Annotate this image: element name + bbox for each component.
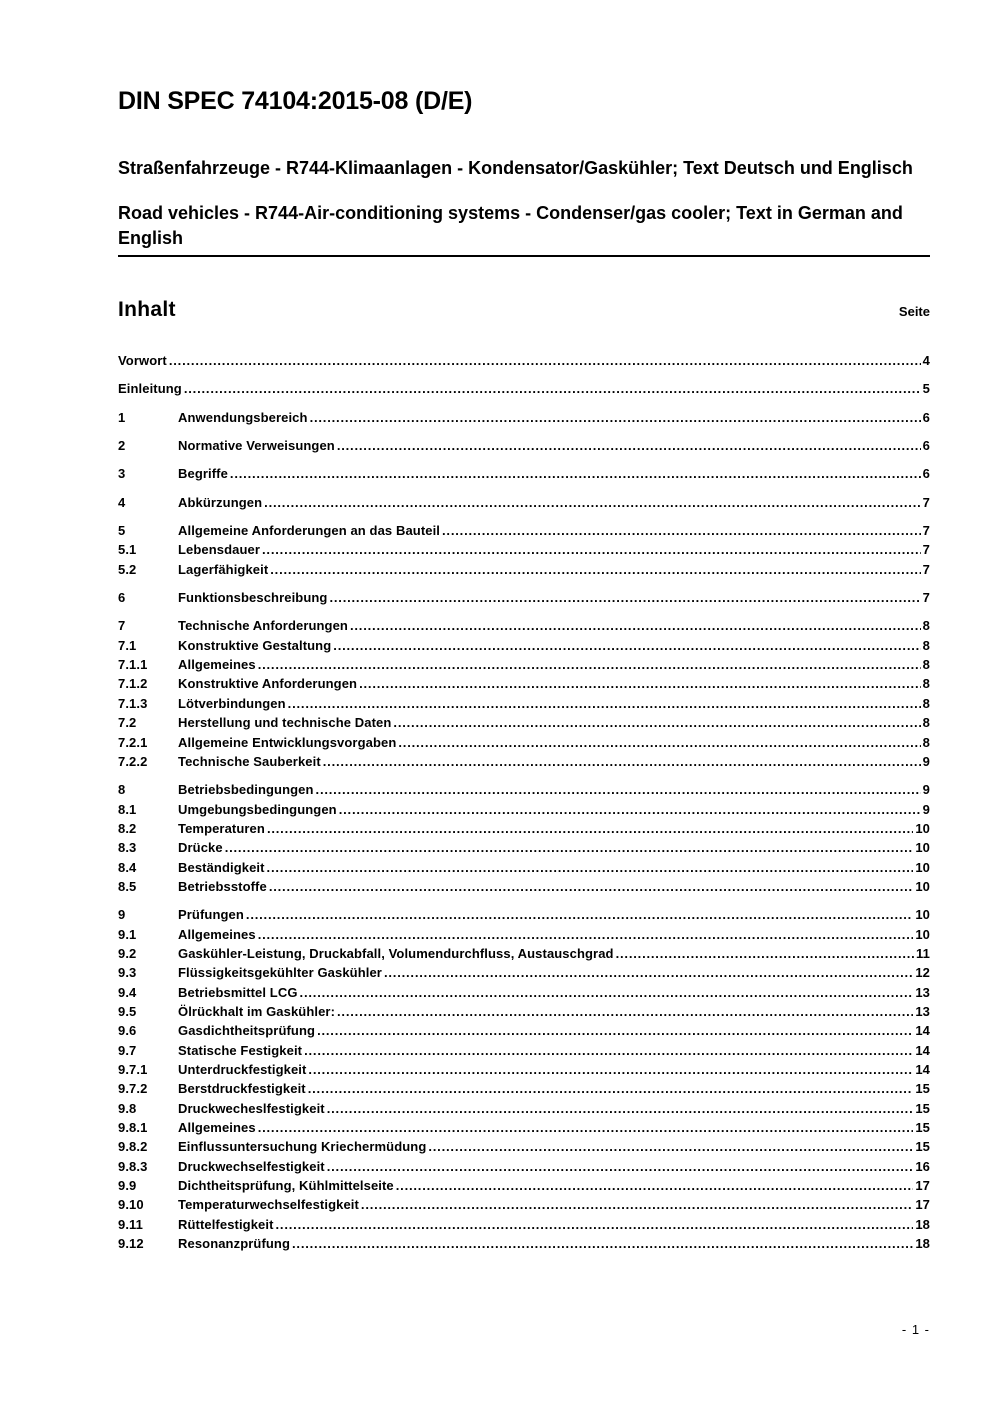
toc-leader-dots bbox=[616, 944, 914, 963]
toc-entry-title: Berstdruckfestigkeit bbox=[178, 1081, 306, 1097]
toc-leader-dots bbox=[350, 616, 921, 635]
toc-entry-page: 7 bbox=[922, 494, 930, 510]
toc-entry-number: 9.1 bbox=[118, 926, 137, 942]
toc-entry-number: 8.1 bbox=[118, 801, 137, 817]
toc-entry-number: 7 bbox=[118, 618, 126, 634]
toc-entry-number: 7.1 bbox=[118, 637, 137, 653]
toc-entry-title: Unterdruckfestigkeit bbox=[178, 1062, 307, 1077]
contents-header bbox=[118, 297, 930, 323]
toc-entry-number: 9.11 bbox=[118, 1216, 143, 1232]
toc-entry-page: 8 bbox=[922, 657, 930, 673]
toc-entry-page: 17 bbox=[915, 1197, 930, 1213]
toc-entry-number: 8.3 bbox=[118, 840, 137, 856]
toc-leader-dots bbox=[329, 588, 920, 607]
toc-entry-title: Betriebsmittel LCG bbox=[178, 984, 298, 1000]
toc-row bbox=[118, 436, 930, 455]
toc-leader-dots bbox=[316, 780, 921, 799]
toc-leader-dots bbox=[300, 983, 914, 1002]
toc-entry-page: 15 bbox=[915, 1120, 930, 1136]
toc-leader-dots bbox=[359, 674, 921, 693]
toc-entry-page: 13 bbox=[915, 984, 930, 1000]
toc-entry-title: Technische Sauberkeit bbox=[178, 753, 321, 769]
toc-row bbox=[118, 983, 930, 1002]
toc-group bbox=[118, 464, 930, 483]
toc-row bbox=[118, 858, 930, 877]
toc-entry-title: Umgebungsbedingungen bbox=[178, 801, 337, 817]
toc-entry-page: 10 bbox=[915, 907, 930, 923]
toc-row bbox=[118, 905, 930, 924]
toc-entry-number: 7.2 bbox=[118, 715, 137, 731]
toc-row bbox=[118, 521, 930, 540]
toc-entry-title: Konstruktive Gestaltung bbox=[178, 637, 332, 653]
toc-row bbox=[118, 655, 930, 674]
footer-page-number: - 1 - bbox=[901, 1322, 930, 1337]
toc-row bbox=[118, 838, 930, 857]
toc-entry-title: Beständigkeit bbox=[178, 859, 265, 875]
toc-leader-dots bbox=[230, 464, 921, 483]
toc-entry-title: Flüssigkeitsgekühlter Gaskühler bbox=[178, 965, 382, 981]
toc-entry-title: Lötverbindungen bbox=[178, 695, 286, 711]
toc-leader-dots bbox=[339, 800, 921, 819]
toc-group bbox=[118, 616, 930, 771]
toc-group bbox=[118, 408, 930, 427]
toc-leader-dots bbox=[304, 1041, 913, 1060]
toc-entry-page: 9 bbox=[922, 782, 930, 798]
toc-entry-number: 3 bbox=[118, 466, 126, 482]
toc-row bbox=[118, 694, 930, 713]
toc-entry-number: 7.2.2 bbox=[118, 753, 148, 769]
toc-entry-page: 6 bbox=[922, 466, 930, 482]
toc-entry-page: 7 bbox=[922, 590, 930, 606]
toc-entry-number: 6 bbox=[118, 590, 126, 606]
toc-entry-page: 18 bbox=[915, 1236, 930, 1252]
toc-leader-dots bbox=[276, 1215, 914, 1234]
toc-row bbox=[118, 493, 930, 512]
toc-entry-title: Statische Festigkeit bbox=[178, 1042, 303, 1058]
toc-entry-number: 9.8.1 bbox=[118, 1120, 148, 1136]
document-subtitle-english: Road vehicles - R744-Air-conditioning systems - Condenser/gas cooler; Text in German and English bbox=[118, 203, 903, 248]
toc-entry-page: 6 bbox=[922, 438, 930, 454]
toc-entry-page: 8 bbox=[922, 734, 930, 750]
toc-entry-page: 9 bbox=[922, 801, 930, 817]
toc-leader-dots bbox=[308, 1060, 913, 1079]
toc-entry-title: Einleitung bbox=[118, 381, 182, 397]
toc-entry-title: Gaskühler-Leistung, Druckabfall, Volumendurchfluss, Austauschgrad bbox=[178, 945, 614, 961]
toc-entry-number: 8.2 bbox=[118, 820, 137, 836]
toc-row bbox=[118, 351, 930, 370]
toc-row bbox=[118, 1002, 930, 1021]
toc-entry-title: Betriebsstoffe bbox=[178, 878, 267, 894]
toc-entry-title: Anwendungsbereich bbox=[178, 409, 308, 425]
toc-entry-number: 9.8.3 bbox=[118, 1158, 148, 1174]
toc-leader-dots bbox=[337, 436, 921, 455]
toc-leader-dots bbox=[361, 1195, 913, 1214]
toc-entry-title: Temperaturen bbox=[178, 820, 265, 836]
document-subtitle-german: Straßenfahrzeuge - R744-Klimaanlagen - Kondensator/Gaskühler; Text Deutsch und Englisch bbox=[118, 158, 913, 178]
toc-entry-title: Lagerfähigkeit bbox=[178, 561, 269, 577]
toc-leader-dots bbox=[327, 1157, 914, 1176]
toc-entry-page: 8 bbox=[922, 676, 930, 692]
toc-entry-number: 9.6 bbox=[118, 1023, 137, 1039]
toc-leader-dots bbox=[310, 408, 921, 427]
toc-group bbox=[118, 493, 930, 512]
toc-entry-title: Technische Anforderungen bbox=[178, 618, 348, 634]
toc-entry-page: 8 bbox=[922, 637, 930, 653]
toc-entry-page: 11 bbox=[916, 945, 930, 961]
toc-entry-title: Ölrückhalt im Gaskühler: bbox=[178, 1003, 336, 1019]
toc-row bbox=[118, 1234, 930, 1253]
toc-entry-title: Begriffe bbox=[178, 466, 228, 482]
toc-entry-number: 9.8 bbox=[118, 1100, 137, 1116]
toc-entry-title: Konstruktive Anforderungen bbox=[178, 676, 358, 692]
toc-group bbox=[118, 780, 930, 896]
toc-entry-title: Vorwort bbox=[118, 353, 167, 368]
toc-leader-dots bbox=[292, 1234, 913, 1253]
toc-row bbox=[118, 540, 930, 559]
toc-leader-dots bbox=[308, 1079, 914, 1098]
toc-group bbox=[118, 436, 930, 455]
toc-entry-title: Druckwecheslfestigkeit bbox=[178, 1100, 325, 1116]
toc-entry-number: 9.7.2 bbox=[118, 1081, 148, 1097]
toc-row bbox=[118, 1215, 930, 1234]
toc-entry-title: Betriebsbedingungen bbox=[178, 782, 314, 798]
toc-entry-page: 17 bbox=[915, 1178, 930, 1194]
toc-entry-title: Allgemeines bbox=[178, 926, 256, 942]
toc-leader-dots bbox=[258, 1118, 914, 1137]
toc-entry-number: 9.5 bbox=[118, 1003, 137, 1019]
toc-entry-page: 10 bbox=[915, 820, 930, 836]
toc-leader-dots bbox=[169, 351, 921, 370]
toc-row bbox=[118, 1021, 930, 1040]
toc-row bbox=[118, 1195, 930, 1214]
toc-entry-title: Herstellung und technische Daten bbox=[178, 715, 392, 731]
page-content bbox=[118, 0, 930, 1253]
toc-leader-dots bbox=[333, 636, 920, 655]
toc-entry-number: 9.4 bbox=[118, 984, 137, 1000]
toc-entry-page: 7 bbox=[922, 542, 930, 558]
toc-leader-dots bbox=[262, 540, 921, 559]
toc-entry-title: Einflussuntersuchung Kriechermüdung bbox=[178, 1139, 427, 1155]
toc-row bbox=[118, 588, 930, 607]
toc-entry-title: Lebensdauer bbox=[178, 542, 261, 558]
toc-entry-number: 9.10 bbox=[118, 1197, 144, 1213]
toc-entry-page: 15 bbox=[915, 1081, 930, 1097]
toc-leader-dots bbox=[393, 713, 920, 732]
document-title: DIN SPEC 74104:2015-08 (D/E) bbox=[118, 87, 473, 115]
toc-entry-number: 9.7.1 bbox=[118, 1062, 148, 1077]
toc-row bbox=[118, 780, 930, 799]
toc-leader-dots bbox=[184, 379, 921, 398]
toc-entry-page: 7 bbox=[922, 561, 930, 577]
toc-row bbox=[118, 1099, 930, 1118]
toc-row bbox=[118, 733, 930, 752]
toc-row bbox=[118, 636, 930, 655]
toc-leader-dots bbox=[225, 838, 914, 857]
toc-entry-page: 14 bbox=[915, 1042, 930, 1058]
toc-entry-page: 14 bbox=[915, 1023, 930, 1039]
toc-entry-page: 16 bbox=[915, 1158, 930, 1174]
toc-entry-number: 7.1.3 bbox=[118, 695, 148, 711]
toc-leader-dots bbox=[317, 1021, 913, 1040]
toc-entry-number: 1 bbox=[118, 409, 126, 425]
toc-entry-title: Prüfungen bbox=[178, 907, 244, 923]
toc-entry-page: 12 bbox=[915, 965, 930, 981]
toc-row bbox=[118, 379, 930, 398]
toc-entry-number: 4 bbox=[118, 494, 126, 510]
toc-entry-title: Drücke bbox=[178, 840, 223, 856]
toc-row bbox=[118, 560, 930, 579]
toc-row bbox=[118, 877, 930, 896]
toc-entry-title: Abkürzungen bbox=[178, 494, 263, 510]
toc-entry-page: 15 bbox=[915, 1139, 930, 1155]
toc-entry-number: 7.1.2 bbox=[118, 676, 148, 692]
toc-entry-title: Allgemeine Anforderungen an das Bauteil bbox=[178, 523, 441, 539]
toc-group bbox=[118, 351, 930, 370]
toc-entry-number: 9.2 bbox=[118, 945, 137, 961]
toc-entry-title: Dichtheitsprüfung, Kühlmittelseite bbox=[178, 1178, 394, 1194]
toc-leader-dots bbox=[323, 752, 921, 771]
toc-leader-dots bbox=[246, 905, 913, 924]
contents-heading: Inhalt bbox=[118, 298, 176, 321]
toc-row bbox=[118, 925, 930, 944]
toc-list bbox=[118, 351, 930, 1253]
toc-row bbox=[118, 408, 930, 427]
toc-leader-dots bbox=[327, 1099, 914, 1118]
toc-row bbox=[118, 674, 930, 693]
toc-entry-number: 5.2 bbox=[118, 561, 137, 577]
toc-entry-page: 18 bbox=[915, 1216, 930, 1232]
toc-entry-number: 9.7 bbox=[118, 1042, 137, 1058]
toc-entry-page: 13 bbox=[915, 1003, 930, 1019]
toc-entry-title: Allgemeine Entwicklungsvorgaben bbox=[178, 734, 397, 750]
toc-row bbox=[118, 713, 930, 732]
toc-leader-dots bbox=[337, 1002, 913, 1021]
toc-leader-dots bbox=[267, 819, 913, 838]
toc-entry-page: 9 bbox=[922, 753, 930, 769]
toc-leader-dots bbox=[398, 733, 920, 752]
toc-group bbox=[118, 521, 930, 579]
toc-group bbox=[118, 379, 930, 398]
toc-entry-page: 10 bbox=[915, 840, 930, 856]
toc-entry-title: Rüttelfestigkeit bbox=[178, 1216, 274, 1232]
toc-entry-title: Resonanzprüfung bbox=[178, 1236, 290, 1252]
toc-entry-title: Gasdichtheitsprüfung bbox=[178, 1023, 316, 1039]
toc-entry-page: 6 bbox=[922, 409, 930, 425]
toc-row bbox=[118, 1060, 930, 1079]
toc-entry-page: 14 bbox=[915, 1062, 930, 1077]
toc-row bbox=[118, 819, 930, 838]
toc-entry-page: 8 bbox=[922, 695, 930, 711]
toc-entry-number: 9.9 bbox=[118, 1178, 137, 1194]
toc-entry-title: Allgemeines bbox=[178, 657, 256, 673]
toc-entry-number: 9.8.2 bbox=[118, 1139, 148, 1155]
toc-group bbox=[118, 588, 930, 607]
toc-entry-page: 7 bbox=[922, 523, 930, 539]
toc-leader-dots bbox=[264, 493, 921, 512]
toc-entry-page: 10 bbox=[915, 878, 930, 894]
toc-leader-dots bbox=[269, 877, 914, 896]
toc-row bbox=[118, 963, 930, 982]
toc-entry-page: 10 bbox=[915, 859, 930, 875]
toc-row bbox=[118, 616, 930, 635]
toc-leader-dots bbox=[442, 521, 921, 540]
toc-entry-number: 9.12 bbox=[118, 1236, 144, 1252]
toc-entry-title: Allgemeines bbox=[178, 1120, 256, 1136]
toc-leader-dots bbox=[396, 1176, 914, 1195]
toc-leader-dots bbox=[384, 963, 913, 982]
toc-group bbox=[118, 905, 930, 1253]
toc-entry-number: 7.2.1 bbox=[118, 734, 148, 750]
toc-entry-page: 8 bbox=[922, 618, 930, 634]
toc-row bbox=[118, 944, 930, 963]
toc-entry-number: 9.3 bbox=[118, 965, 137, 981]
toc-row bbox=[118, 752, 930, 771]
toc-entry-page: 10 bbox=[915, 926, 930, 942]
toc-row bbox=[118, 800, 930, 819]
toc-entry-number: 8 bbox=[118, 782, 126, 798]
toc-row bbox=[118, 1176, 930, 1195]
toc-entry-title: Normative Verweisungen bbox=[178, 438, 335, 454]
toc-entry-number: 5.1 bbox=[118, 542, 137, 558]
toc-entry-number: 9 bbox=[118, 907, 126, 923]
toc-entry-title: Druckwechselfestigkeit bbox=[178, 1158, 325, 1174]
toc-leader-dots bbox=[267, 858, 914, 877]
toc-row bbox=[118, 1157, 930, 1176]
header-divider-rule bbox=[118, 255, 930, 257]
toc-entry-number: 5 bbox=[118, 523, 126, 539]
toc-entry-number: 8.5 bbox=[118, 878, 137, 894]
toc-leader-dots bbox=[428, 1137, 913, 1156]
toc-leader-dots bbox=[270, 560, 920, 579]
toc-entry-number: 2 bbox=[118, 438, 126, 454]
page-column-label: Seite bbox=[898, 304, 930, 319]
toc-row bbox=[118, 464, 930, 483]
toc-row bbox=[118, 1041, 930, 1060]
toc-row bbox=[118, 1137, 930, 1156]
toc-row bbox=[118, 1118, 930, 1137]
toc-entry-number: 8.4 bbox=[118, 859, 137, 875]
toc-entry-title: Temperaturwechselfestigkeit bbox=[178, 1197, 359, 1213]
toc-entry-page: 4 bbox=[922, 353, 930, 368]
toc-entry-page: 8 bbox=[922, 715, 930, 731]
toc-row bbox=[118, 1079, 930, 1098]
toc-leader-dots bbox=[258, 925, 914, 944]
toc-entry-page: 15 bbox=[915, 1100, 930, 1116]
toc-entry-title: Funktionsbeschreibung bbox=[178, 590, 328, 606]
toc-entry-number: 7.1.1 bbox=[118, 657, 148, 673]
toc-leader-dots bbox=[258, 655, 921, 674]
toc-leader-dots bbox=[288, 694, 921, 713]
toc-entry-page: 5 bbox=[922, 381, 930, 397]
